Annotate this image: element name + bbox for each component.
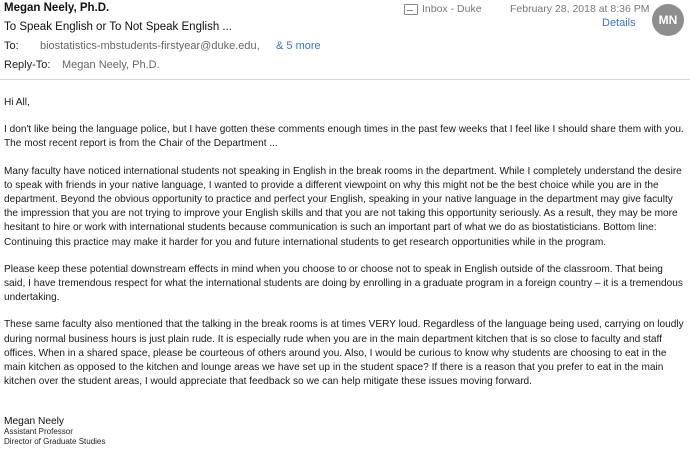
- sender-name[interactable]: Megan Neely, Ph.D.: [4, 2, 110, 14]
- email-subject: To Speak English or To Not Speak English ...: [4, 21, 233, 33]
- email-body: [4, 96, 684, 402]
- body-paragraph: Many faculty have noticed international students not speaking in English in the break rooms in the department. While I completely understand the desire to speak with friends in your native language, I wanted to provide a different viewpoint on why this might not be the best choice while you are in the department. Beyond the obvious opportunity to practice and perfect your English, speaking in your native language in the department may give faculty the impression that you are not trying to improve your English skills and that you are not taking this opportunity seriously. As a result, they may be more hesitant to hire or work with international students because communication is such an important part of what we do as biostatisticians. Bottom line: Continuing this practice may make it harder for you and future international students to get research opportunities while in the program.: [4, 165, 682, 248]
- more-recipients-link[interactable]: & 5 more: [276, 40, 321, 52]
- signature-title: Assistant Professor: [4, 427, 73, 436]
- header-divider: [0, 79, 690, 80]
- body-paragraph: I don't like being the language police, but I have gotten these comments enough times in the past few weeks that I feel like I should share them with you. The most recent report is from the Chair of the Department ...: [4, 124, 684, 150]
- folder-label: Inbox - Duke: [422, 3, 482, 15]
- mailbox-folder: [404, 3, 482, 15]
- reply-to-value[interactable]: Megan Neely, Ph.D.: [62, 59, 160, 71]
- avatar: MN: [652, 4, 684, 36]
- body-paragraph: Please keep these potential downstream effects in mind when you choose to or choose not to speak in English outside of the classroom. That being said, I have tremendous respect for what the international students are doing by enrolling in a graduate program in a foreign country – it is a tremendous undertaking.: [4, 263, 683, 304]
- email-date: February 28, 2018 at 8:36 PM: [510, 3, 650, 15]
- inbox-tray-icon: [404, 4, 418, 15]
- greeting: Hi All,: [4, 97, 30, 108]
- details-link[interactable]: Details: [602, 17, 636, 29]
- to-label: To:: [4, 40, 19, 52]
- email-header: [0, 0, 690, 76]
- to-recipient[interactable]: biostatistics-mbstudents-firstyear@duke.edu,: [40, 40, 260, 52]
- signature-role: Director of Graduate Studies: [4, 437, 106, 446]
- signature: [4, 416, 105, 447]
- reply-to-label: Reply-To:: [4, 59, 51, 71]
- signature-name: Megan Neely: [4, 416, 65, 427]
- body-paragraph: These same faculty also mentioned that the talking in the break rooms is at times VERY loud. Regardless of the language being used, carrying on loudly during normal business hours is just plain rude. It is especially rude when you are in the main department kitchen that is so close to faculty and staff offices. When in a shared space, please be courteous of others around you. Also, I would be curious to know why students are choosing to eat in the main kitchen as opposed to the kitchen and lounge areas we have set up in the student space? If there is a reason that you prefer to eat in the main kitchen over the student areas, I would appreciate that feedback so we can help mitigate these issues moving forward.: [4, 319, 684, 388]
